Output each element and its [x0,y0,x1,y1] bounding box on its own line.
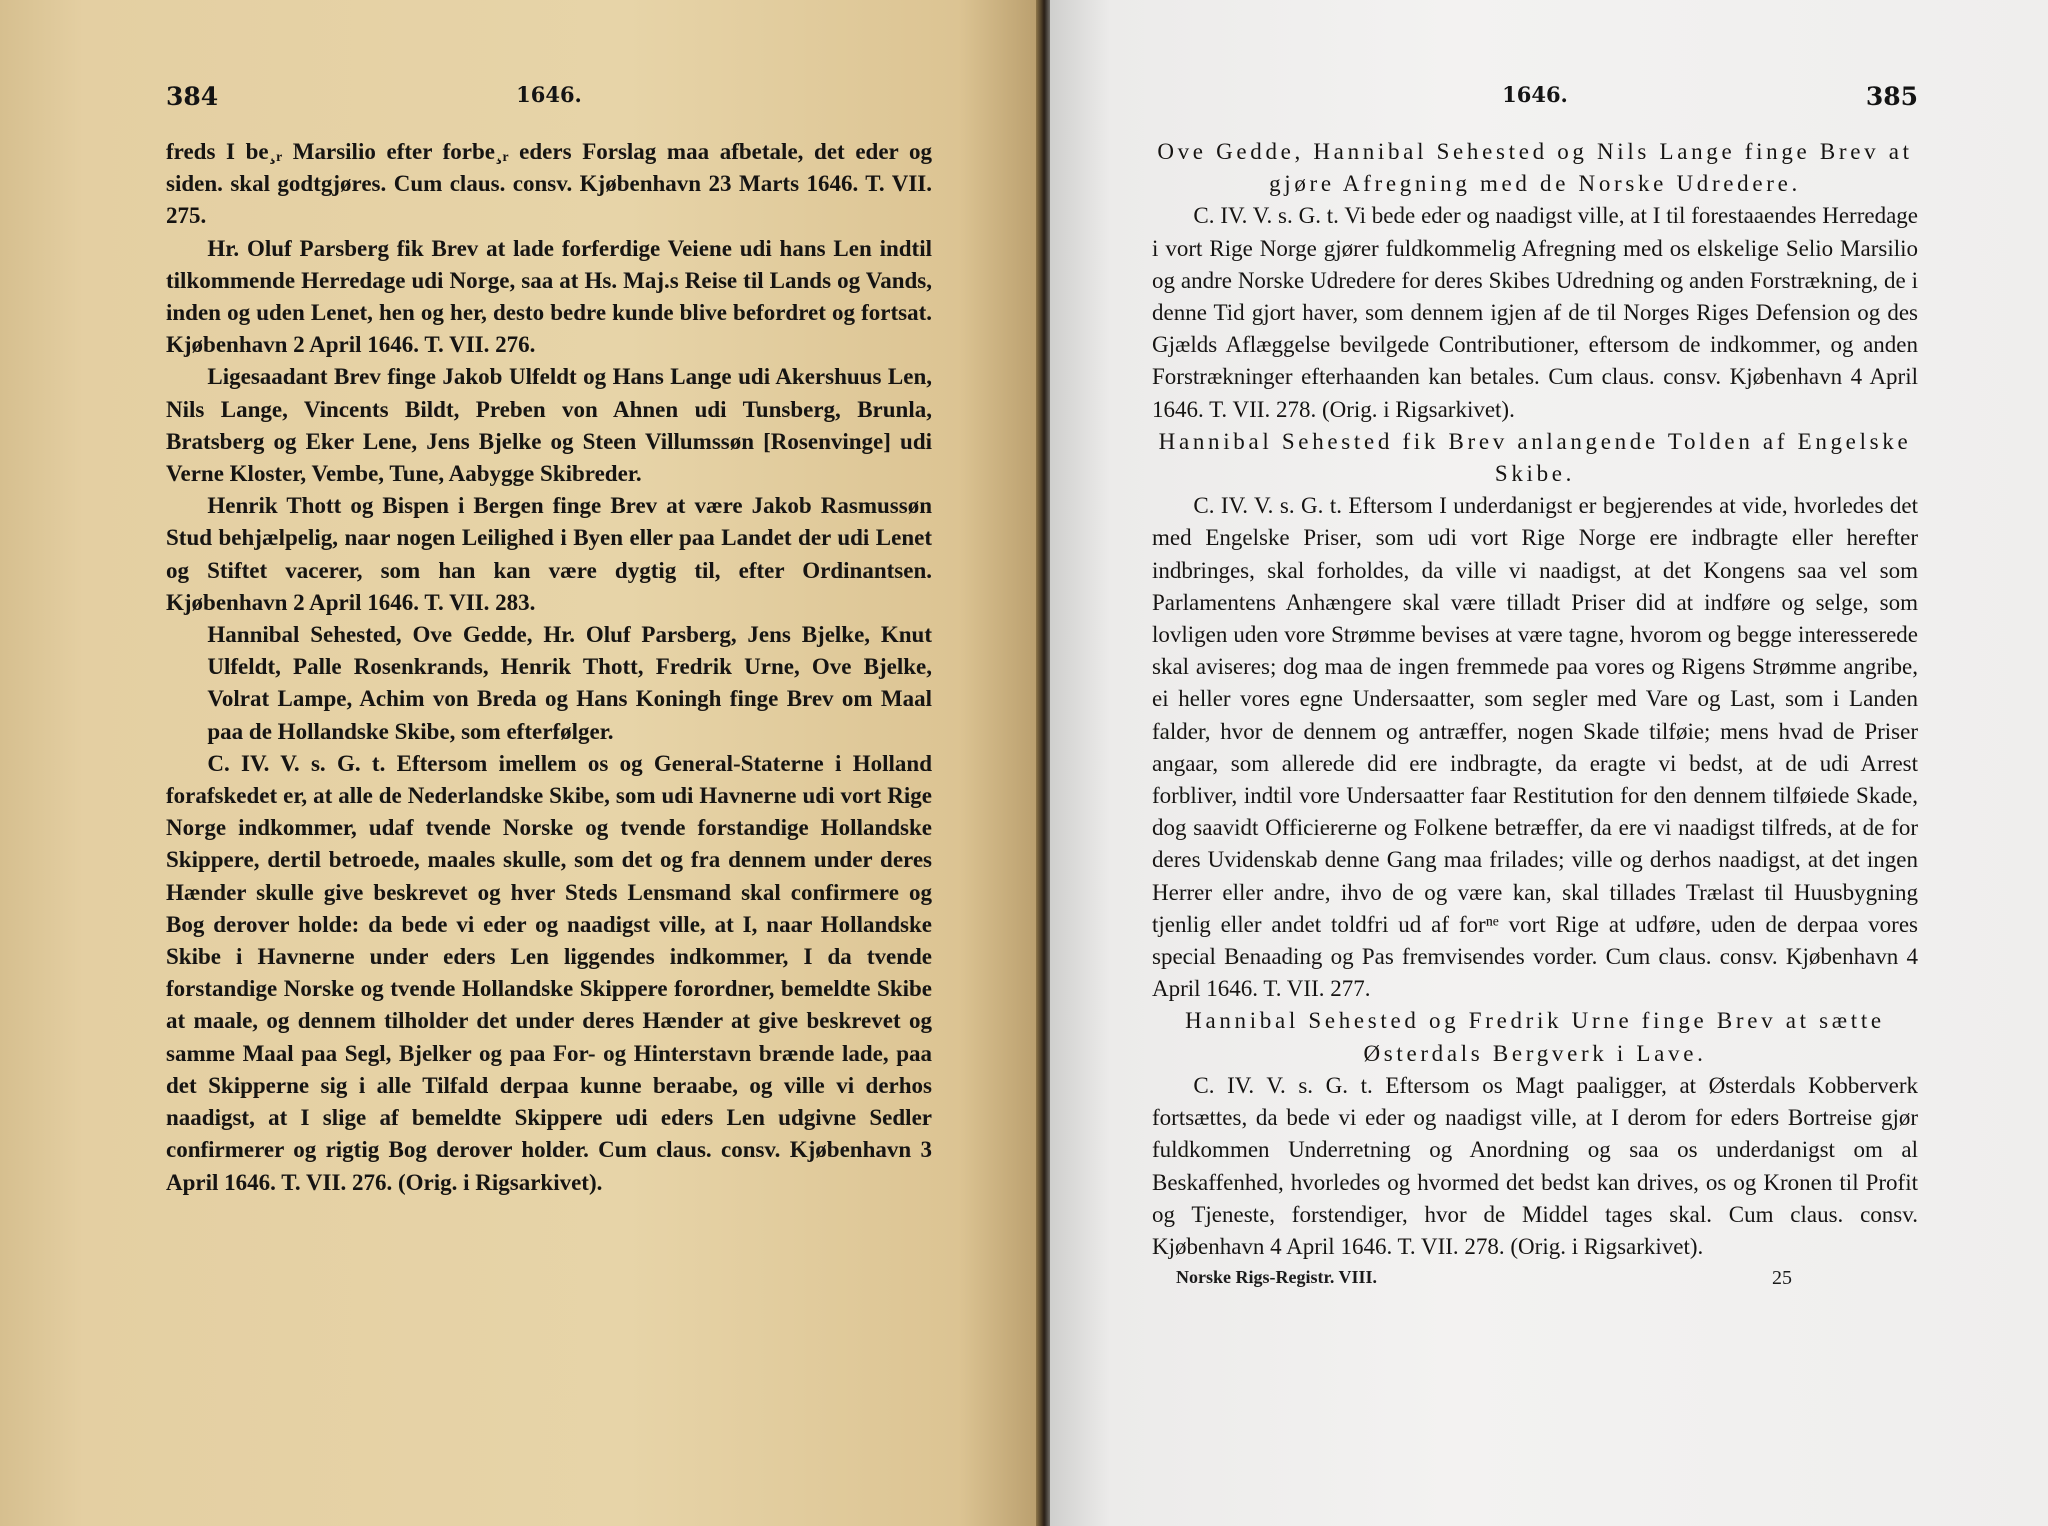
right-page-number: 385 [1865,82,1918,111]
right-heading-bergverk: Hannibal Sehested og Fredrik Urne finge Brev at sætte Østerdals Bergverk i Lave. [1185,1008,1885,1066]
right-page-body [1152,136,1918,1263]
right-running-year: 1646. [1502,82,1568,107]
left-running-year: 1646. [516,82,582,107]
left-entry-heading-hollandske: Hannibal Sehested, Ove Gedde, Hr. Oluf Parsberg, Jens Bjelke, Knut Ulfeldt, Palle Rosenkrands, Henrik Thott, Fredrik Urne, Ove Bjelke, Volrat Lampe, Achim von Breda og Hans Koningh finge Brev om Maal paa de Hollandske Skibe, som efterfølger. [207,622,932,744]
left-page-header [166,82,932,122]
right-entry-tolden-text: C. IV. V. s. G. t. Eftersom I underdanigst er begjerendes at vide, hvorledes det med Engelske Priser, som udi vort Rige Norge ere indbragte eller herefter indbringes, skal forholdes, da ville vi naadigst, at det Kongens saa vel som Parlamentens Anhængere skal være tilladt Priser did at indføre og selge, som lovligen uden vore Strømme bevises at være tagne, hvorom og begge interesserede skal aviseres; dog maa de ingen fremmede paa vores og Rigens Strømme angribe, ei heller vores egne Undersaatter, som segler med Vare og Last, som i Landen falder, hvor de dennem og antræffer, nogen Skade tilføie; mens hvad de Priser angaar, som allerede did ere indbragte, da eragte vi bedst, at de udi Arrest forbliver, indtil vore Undersaatter faar Restitution for den dennem tilføiede Skade, dog saavidt Officiererne og Folkene betræffer, da ere vi naadigst tilfreds, at de for deres Uvidenskab denne Gang maa frilades; ville og derhos naadigst, at det ingen Herrer eller andre, ihvo de og være kan, skal tillades Trælast til Huusbygning tjenlig eller andet toldfri ud af forⁿᵉ vort Rige at udføre, uden de derpaa vores special Benaading og Pas fremvisendes vorder. Cum claus. consv. Kjøbenhavn 4 April 1646. T. VII. 277. [1152,493,1918,1002]
right-entry-bergverk-text: C. IV. V. s. G. t. Eftersom os Magt paaligger, at Østerdals Kobberverk fortsættes, da bede vi eder og naadigst ville, at I derom for eders Bortreise gjør fuldkommen Underretning og Anordning og saa os underdanigst om al Beskaffenhed, hvorledes og hvormed det bedst kan drives, os og Kronen til Profit og Tjeneste, forstendiger, hvor de Middel tages skal. Cum claus. consv. Kjøbenhavn 4 April 1646. T. VII. 278. (Orig. i Rigsarkivet). [1152,1072,1918,1259]
left-page-number: 384 [166,82,219,111]
right-entry-afregning-text: C. IV. V. s. G. t. Vi bede eder og naadigst ville, at I til forestaaendes Herredage i vort Rige Norge gjører fuldkommelig Afregning med os elskelige Selio Marsilio og andre Norske Udredere for deres Skibes Udredning og anden Forstrækning, de i denne Tid gjort haver, som dennem igjen af de til Norges Riges Defension og des Gjælds Aflæggelse bevilgede Contributioner, eftersom de indkommer, og anden Forstrækninger efterhaanden kan betales. Cum claus. consv. Kjøbenhavn 4 April 1646. T. VII. 278. (Orig. i Rigsarkivet). [1152,203,1918,422]
right-heading-afregning: Ove Gedde, Hannibal Sehested og Nils Lange finge Brev at gjøre Afregning med de Norske Udredere. [1157,139,1913,197]
right-heading-tolden: Hannibal Sehested fik Brev anlangende Tolden af Engelske Skibe. [1158,428,1912,487]
right-page [1050,0,2048,1526]
left-entry-parsberg-roads: Hr. Oluf Parsberg fik Brev at lade forferdige Veiene udi hans Len indtil tilkommende Herredage udi Norge, saa at Hs. Maj.s Reise til Lands og Vands, inden og uden Lenet, hen og her, desto bedre kunde blive befordret og fortsat. Kjøbenhavn 2 April 1646. T. VII. 276. [166,235,932,358]
left-paragraph-continuation: freds I be¸ᵣ Marsilio efter forbe¸ᵣ eders Forslag maa afbetale, det eder og siden. skal godtgjøres. Cum claus. consv. Kjøbenhavn 23 Marts 1646. T. VII. 275. [166,139,932,229]
signature-mark: 25 [1772,1267,1792,1290]
left-entry-ligesaadant: Ligesaadant Brev finge Jakob Ulfeldt og Hans Lange udi Akershuus Len, Nils Lange, Vincents Bildt, Preben von Ahnen udi Tunsberg, Brunla, Bratsberg og Eker Lene, Jens Bjelke og Steen Villumssøn [Rosenvinge] udi Verne Kloster, Vembe, Tune, Aabygge Skibreder. [166,364,932,487]
left-entry-letter-text: C. IV. V. s. G. t. Eftersom imellem os og General-Staterne i Holland forafskedet er, at alle de Nederlandske Skibe, som udi Havnerne udi vort Rige Norge indkommer, udaf tvende Norske og tvende forstandige Hollandske Skippere, dertil betroede, maales skulle, som det og fra dennem under deres Hænder skulle give beskrevet og hver Steds Lensmand skal confirmere og Bog derover holde: da bede vi eder og naadigst ville, at I, naar Hollandske Skibe i Havnerne under eders Len liggendes indkommer, I da tvende forstandige Norske og tvende Hollandske Skippere forordner, bemeldte Skibe at maale, og dennem tilholder det under deres Hænder at give beskrevet og samme Maal paa Segl, Bjelker og paa For- og Hinterstavn brænde lade, paa det Skipperne sig i alle Tilfald derpaa kunne beraabe, og ville vi derhos naadigst, at I slige af bemeldte Skippere udi eders Len udgivne Sedler confirmerer og rigtig Bog derover holder. Cum claus. consv. Kjøbenhavn 3 April 1646. T. VII. 276. (Orig. i Rigsarkivet). [166,750,932,1195]
right-page-footer [1152,1267,1918,1293]
left-entry-thott-bispen: Henrik Thott og Bispen i Bergen finge Brev at være Jakob Rasmussøn Stud behjælpelig, naar nogen Leilighed i Byen eller paa Landet der udi Lenet og Stiftet vacerer, som han kan være dygtig til, efter Ordinantsen. Kjøbenhavn 2 April 1646. T. VII. 283. [166,493,932,615]
right-page-header [1152,82,1918,122]
signature-label: Norske Rigs-Registr. VIII. [1176,1267,1378,1288]
left-page-body [166,136,932,1199]
